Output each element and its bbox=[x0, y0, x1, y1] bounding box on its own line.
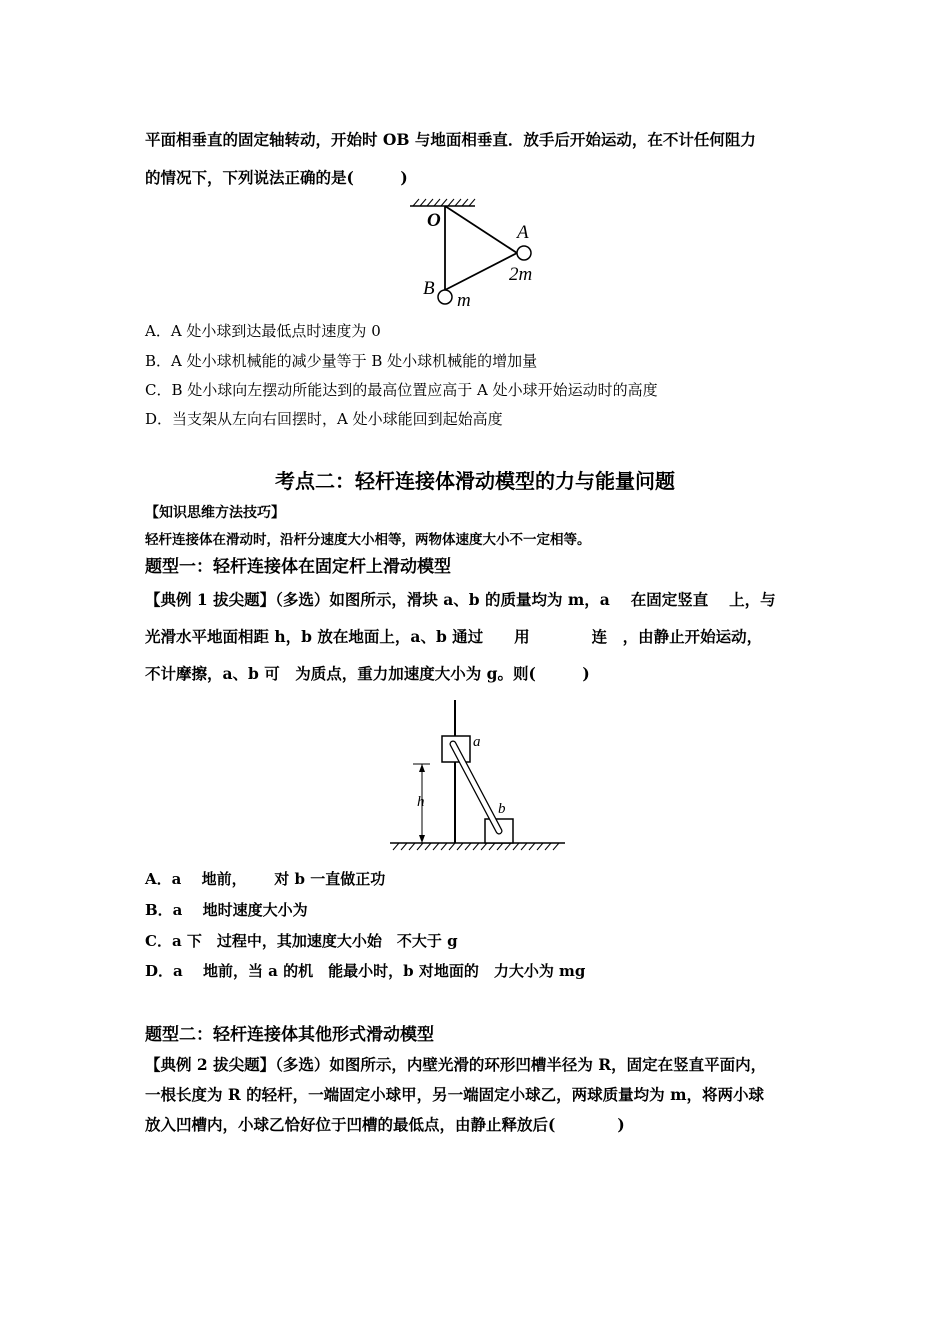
type2-title: 题型二：轻杆连接体其他形式滑动模型 bbox=[145, 1025, 434, 1045]
example1-line-3: 不计摩擦，a、b 可 为质点，重力加速度大小为 g。则( ) bbox=[145, 664, 590, 683]
example2-line-3: 放入凹槽内，小球乙恰好位于凹槽的最低点，由静止释放后( ) bbox=[145, 1115, 625, 1134]
example1-line-2: 光滑水平地面相距 h，b 放在地面上，a、b 通过 用 连 ，由静止开始运动， bbox=[145, 627, 763, 646]
label-mass-B: m bbox=[457, 290, 471, 311]
label-B: B bbox=[423, 278, 435, 299]
example1-option-d: D．a 地前，当 a 的机 能最小时，b 对地面的 力大小为 mg bbox=[145, 962, 586, 980]
example1-option-c: C．a 下 过程中，其加速度大小始 不大于 g bbox=[145, 932, 458, 950]
label-h: h bbox=[417, 794, 425, 810]
prev-question-line-2: 的情况下，下列说法正确的是( ) bbox=[145, 168, 408, 187]
prev-option-b: B．A 处小球机械能的减少量等于 B 处小球机械能的增加量 bbox=[145, 352, 538, 370]
prev-question-line-1: 平面相垂直的固定轴转动，开始时 OB 与地面相垂直．放手后开始运动，在不计任何阻力 bbox=[145, 130, 756, 149]
prev-option-c: C．B 处小球向左摆动所能达到的最高位置应高于 A 处小球开始运动时的高度 bbox=[145, 381, 658, 399]
example1-option-a: A．a 地前， 对 b 一直做正功 bbox=[145, 870, 386, 888]
type1-title: 题型一：轻杆连接体在固定杆上滑动模型 bbox=[145, 557, 451, 577]
section-title: 考点二：轻杆连接体滑动模型的力与能量问题 bbox=[275, 469, 675, 493]
example1-option-b: B．a 地时速度大小为 bbox=[145, 901, 308, 919]
label-b: b bbox=[498, 801, 506, 817]
label-a: a bbox=[473, 734, 481, 750]
example2-line-2: 一根长度为 R 的轻杆，一端固定小球甲，另一端固定小球乙，两球质量均为 m，将两小球 bbox=[145, 1085, 764, 1104]
prev-option-d: D．当支架从左向右回摆时，A 处小球能回到起始高度 bbox=[145, 410, 503, 428]
tips-text: 轻杆连接体在滑动时，沿杆分速度大小相等，两物体速度大小不一定相等。 bbox=[145, 532, 591, 548]
tips-label: 【知识思维方法技巧】 bbox=[145, 505, 285, 521]
sliding-rod-figure bbox=[385, 698, 570, 853]
pivot-frame-figure bbox=[405, 196, 555, 311]
example2-line-1: 【典例 2 拔尖题】（多选）如图所示，内壁光滑的环形凹槽半径为 R，固定在竖直平面内， bbox=[145, 1055, 767, 1074]
label-O: O bbox=[427, 210, 441, 231]
label-A: A bbox=[517, 222, 529, 243]
label-mass-A: 2m bbox=[509, 264, 533, 285]
prev-option-a: A．A 处小球到达最低点时速度为 0 bbox=[145, 322, 381, 340]
example1-line-1: 【典例 1 拔尖题】（多选）如图所示，滑块 a、b 的质量均为 m，a 在固定竖直 上，与 bbox=[145, 590, 776, 609]
